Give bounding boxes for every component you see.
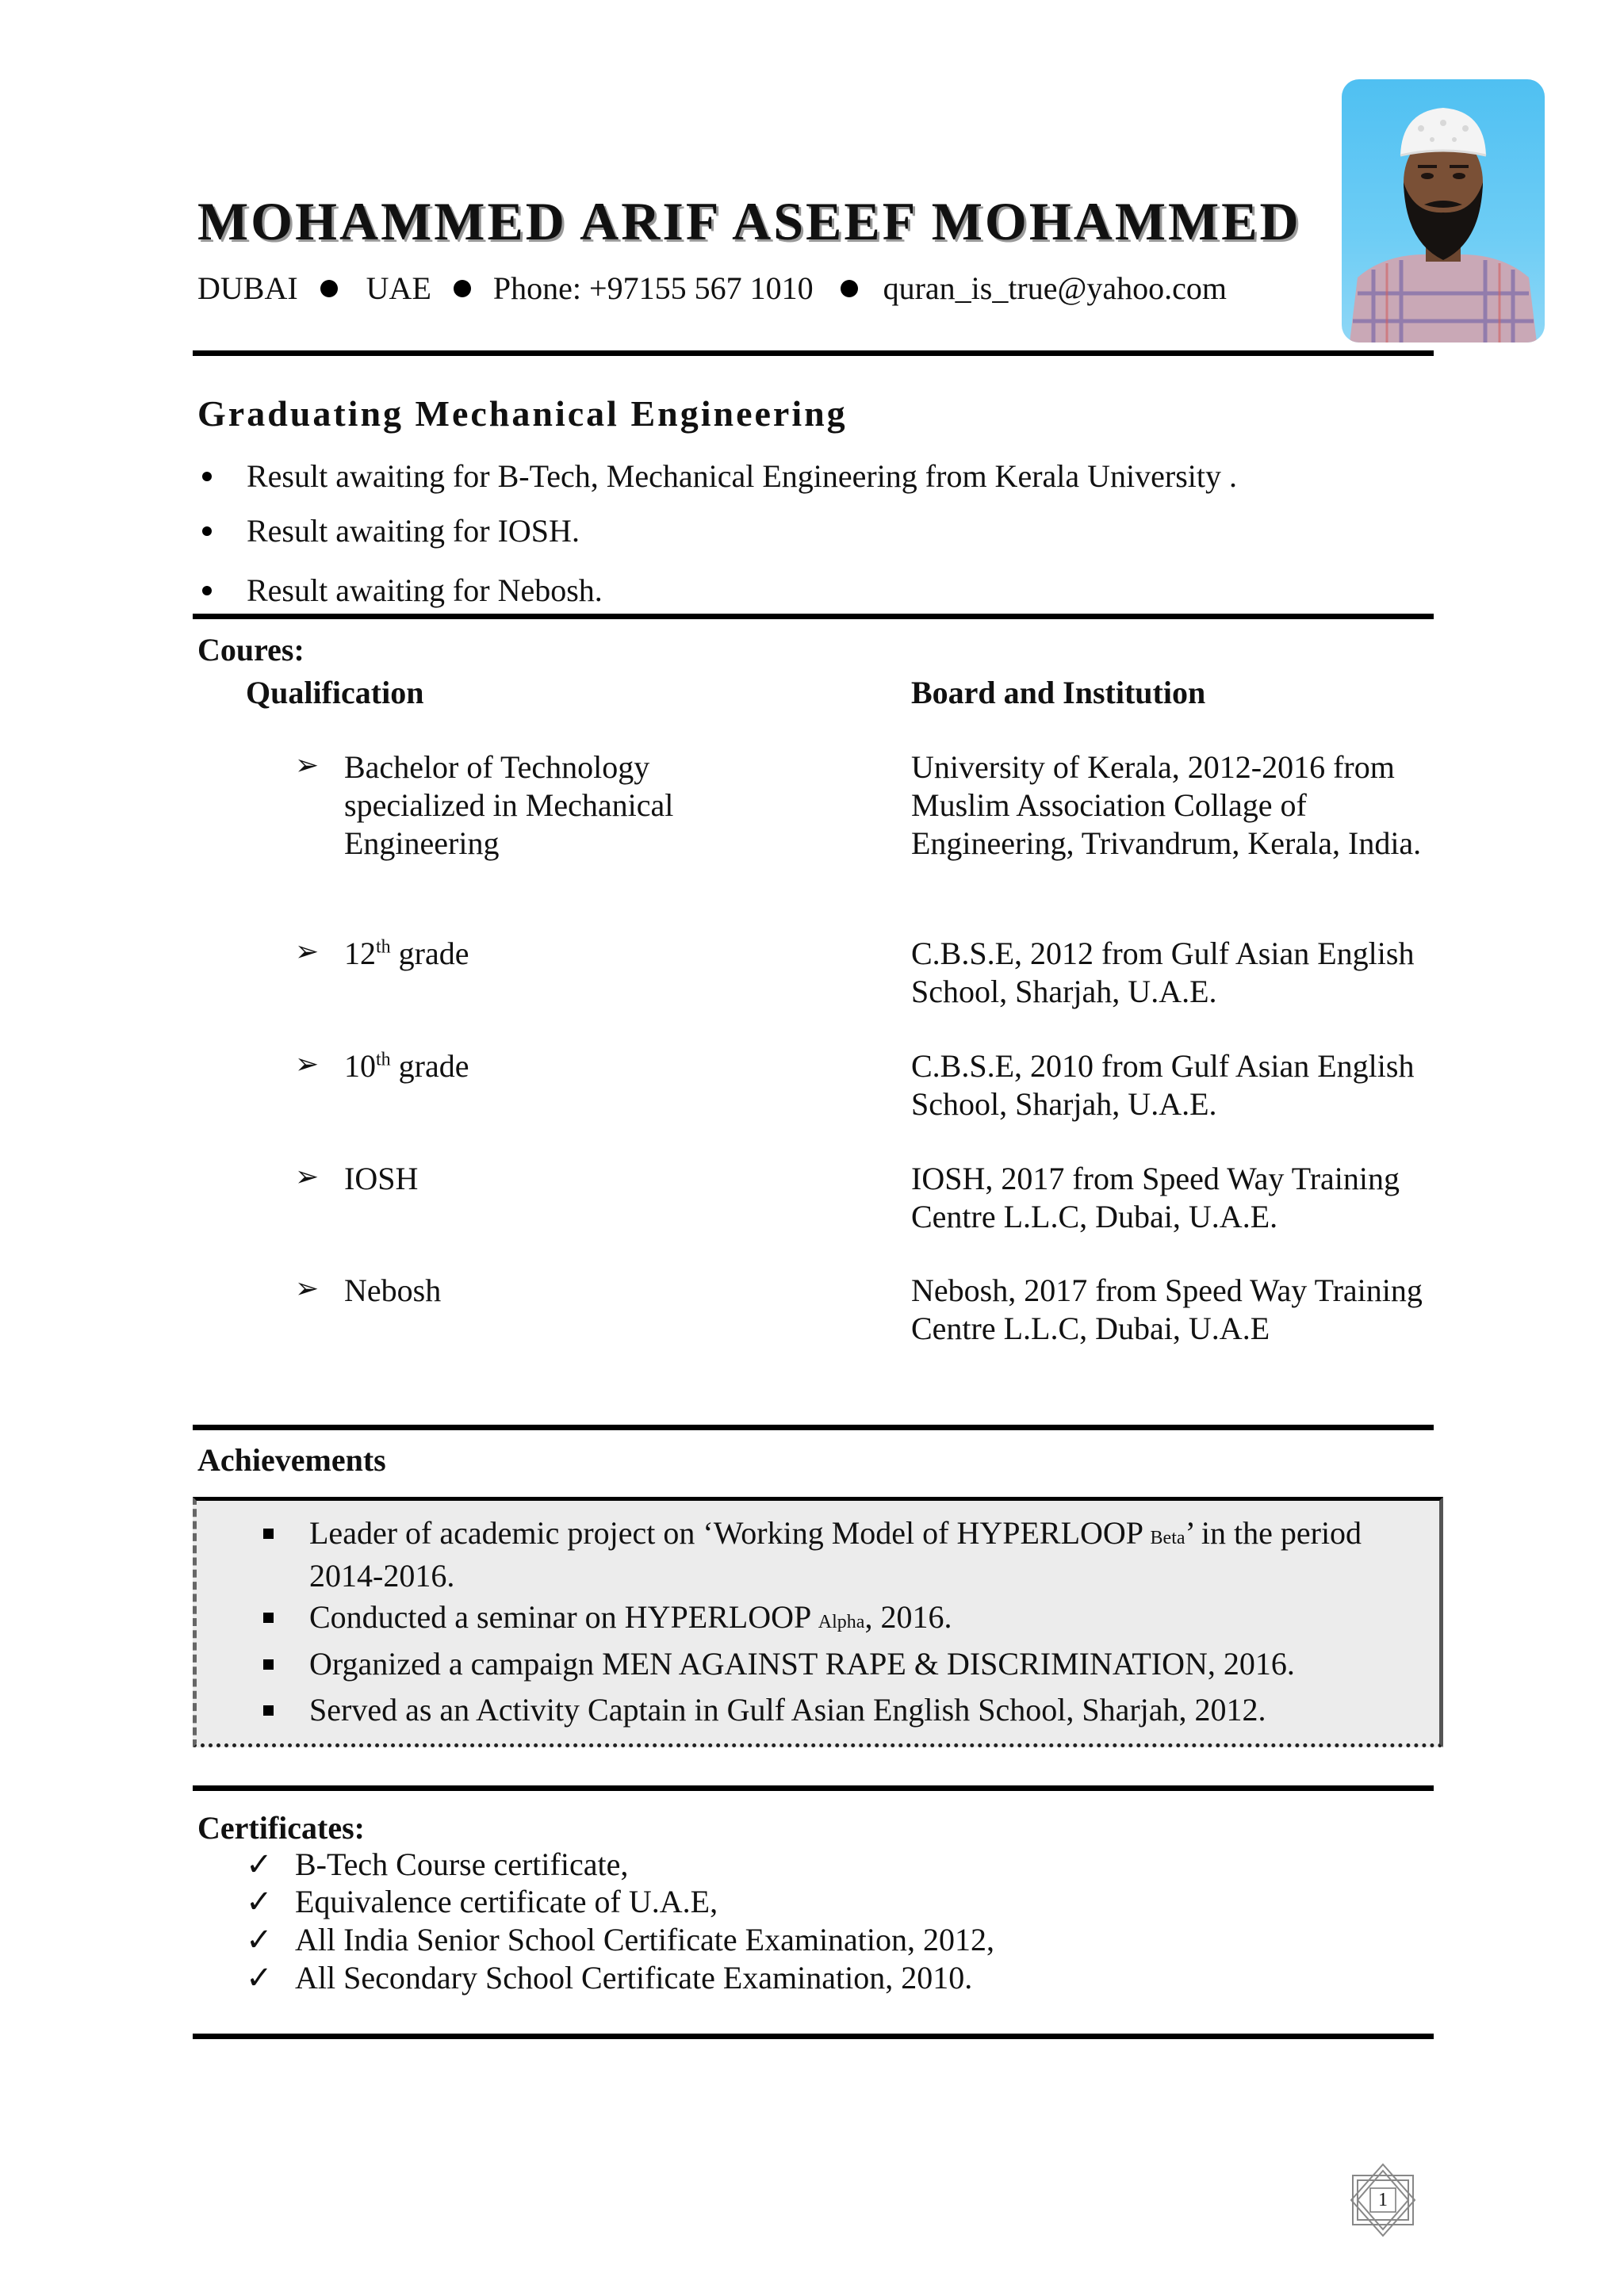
course-qualification: 12th grade [344, 936, 469, 971]
objective-item-text: Result awaiting for B-Tech, Mechanical Engineering from Kerala University . [247, 458, 1238, 494]
contact-country: UAE [366, 270, 431, 306]
objective-item [197, 457, 1237, 495]
achievement-item: Leader of academic project on ‘Working Model of HYPERLOOP Beta’ in the period 2014-2016. [309, 1514, 1419, 1595]
course-qualification: Nebosh [344, 1272, 442, 1308]
square-bullet [263, 1659, 274, 1670]
column-header-qualification: Qualification [246, 675, 424, 710]
separator-dot [320, 280, 338, 297]
certificate-item: ✓ B-Tech Course certificate, [246, 1846, 629, 1882]
arrow-bullet-icon: ➢ [295, 1272, 320, 1304]
separator-dot [841, 280, 858, 297]
contact-phone: Phone: +97155 567 1010 [492, 270, 814, 306]
bullet-dot [202, 526, 212, 536]
page-number-badge [1342, 2163, 1424, 2237]
divider-rule [193, 614, 1434, 619]
divider-rule [193, 350, 1434, 356]
checkmark-icon: ✓ [246, 1846, 273, 1882]
bullet-dot [202, 472, 212, 481]
profile-photo [1342, 79, 1545, 342]
objective-item [197, 512, 580, 549]
page-number: 1 [1378, 2190, 1388, 2210]
achievement-item: Conducted a seminar on HYPERLOOP Alpha, 2016. [309, 1598, 1419, 1641]
certificate-item: ✓ Equivalence certificate of U.A.E, [246, 1884, 718, 1919]
arrow-bullet-icon: ➢ [295, 749, 320, 781]
column-header-board: Board and Institution [911, 675, 1206, 710]
square-bullet [263, 1529, 274, 1539]
divider-rule [193, 1425, 1434, 1430]
profile-photo-illustration [1342, 79, 1545, 342]
course-board: C.B.S.E, 2012 from Gulf Asian English School, Sharjah, U.A.E. [911, 936, 1415, 1009]
checkmark-icon: ✓ [246, 1922, 273, 1957]
separator-dot [454, 280, 471, 297]
contact-line [197, 270, 1227, 307]
divider-rule [193, 2034, 1434, 2039]
checkmark-icon: ✓ [246, 1884, 273, 1919]
checkmark-icon: ✓ [246, 1960, 273, 1996]
contact-city: DUBAI [197, 270, 298, 306]
certificate-item: ✓ All Secondary School Certificate Examination, 2010. [246, 1960, 973, 1996]
candidate-name: MOHAMMED ARIF ASEEF MOHAMMED [197, 191, 1301, 251]
arrow-bullet-icon: ➢ [295, 1161, 320, 1192]
course-board: University of Kerala, 2012-2016 from Muslim Association Collage of Engineering, Trivandrum, Kerala, India. [911, 749, 1422, 861]
divider-rule [193, 1785, 1434, 1791]
square-bullet [263, 1705, 274, 1716]
courses-title: Coures: [197, 632, 304, 668]
certificates-title: Certificates: [197, 1810, 365, 1846]
certificate-item: ✓ All India Senior School Certificate Examination, 2012, [246, 1922, 995, 1957]
objective-title: Graduating Mechanical Engineering [197, 393, 848, 434]
contact-email[interactable]: quran_is_true@yahoo.com [883, 270, 1227, 306]
course-board: C.B.S.E, 2010 from Gulf Asian English School, Sharjah, U.A.E. [911, 1048, 1415, 1122]
course-qualification: IOSH [344, 1161, 419, 1196]
objective-item-text: Result awaiting for Nebosh. [247, 572, 603, 608]
arrow-bullet-icon: ➢ [295, 936, 320, 967]
arrow-bullet-icon: ➢ [295, 1048, 320, 1080]
bullet-dot [202, 586, 212, 595]
achievement-item: Organized a campaign MEN AGAINST RAPE & DISCRIMINATION, 2016. [309, 1645, 1419, 1683]
square-bullet [263, 1613, 274, 1623]
course-qualification: 10th grade [344, 1048, 469, 1084]
objective-item [197, 572, 603, 609]
course-board: Nebosh, 2017 from Speed Way Training Centre L.L.C, Dubai, U.A.E [911, 1272, 1423, 1346]
course-board: IOSH, 2017 from Speed Way Training Centre L.L.C, Dubai, U.A.E. [911, 1161, 1400, 1234]
achievements-title: Achievements [197, 1442, 386, 1478]
course-qualification: Bachelor of Technology specialized in Mechanical Engineering [344, 749, 674, 861]
objective-item-text: Result awaiting for IOSH. [247, 513, 580, 549]
achievement-item: Served as an Activity Captain in Gulf Asian English School, Sharjah, 2012. [309, 1691, 1419, 1729]
